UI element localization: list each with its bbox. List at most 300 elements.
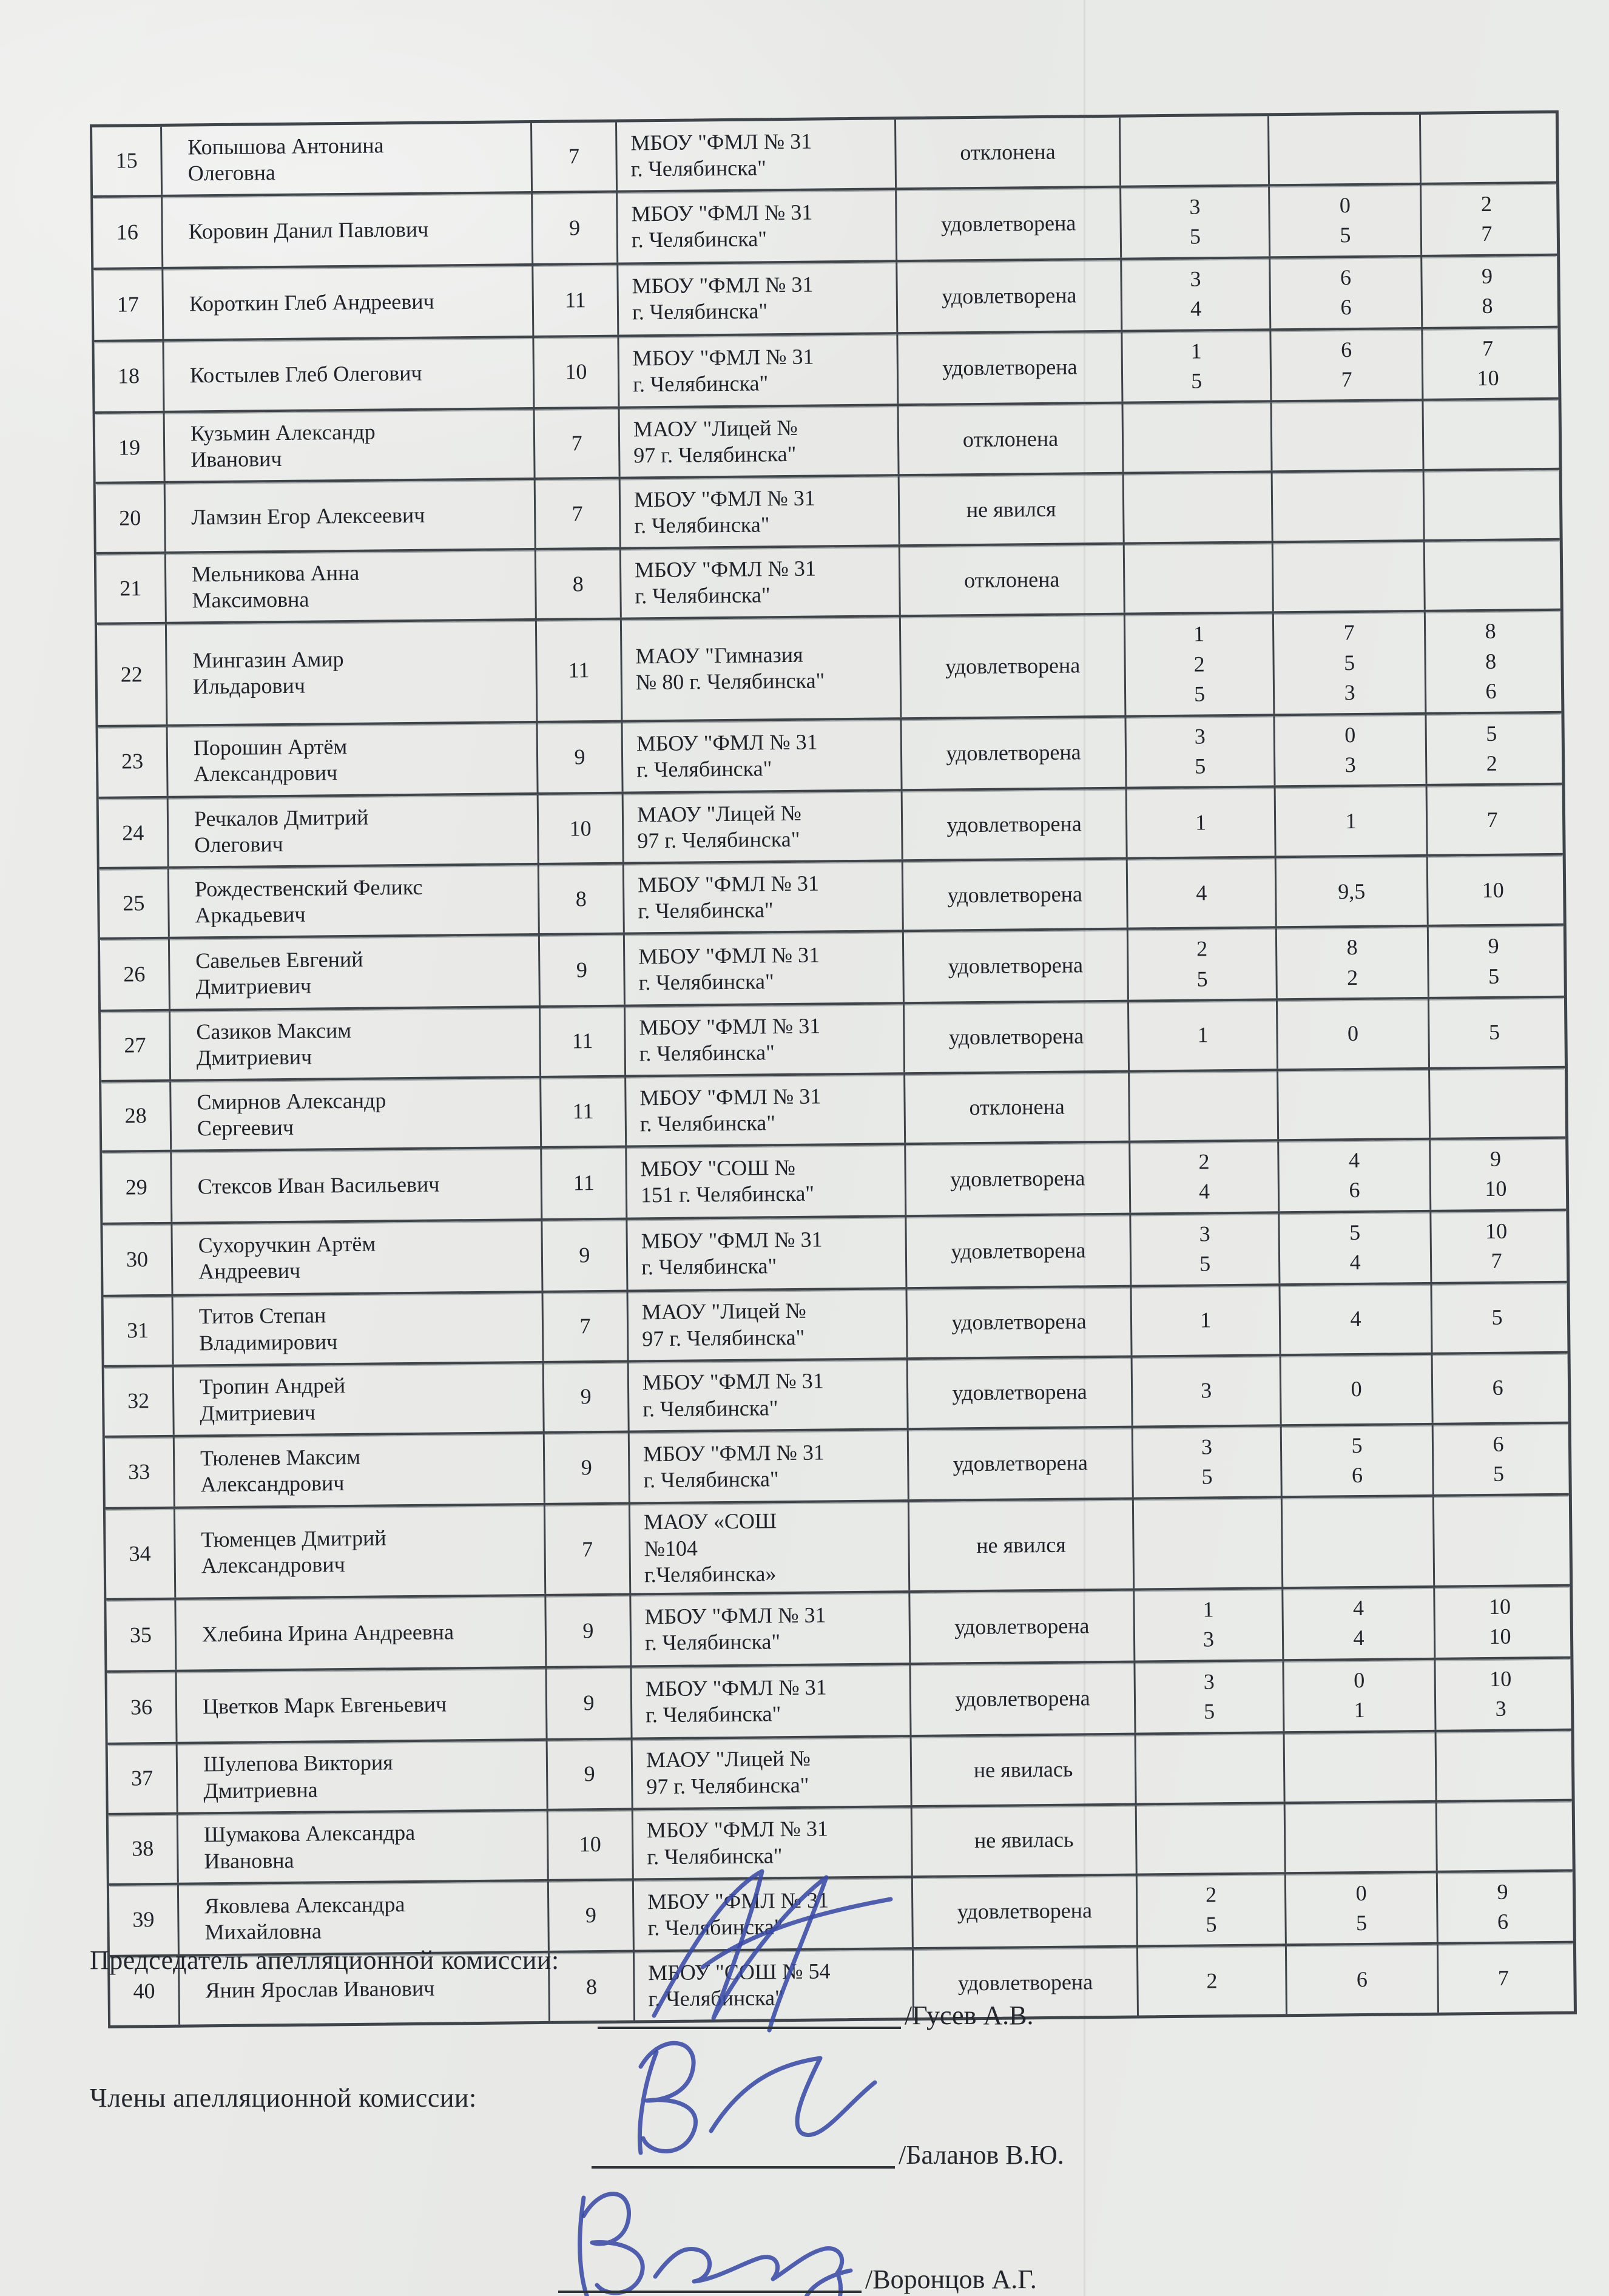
table-row — [105, 1423, 1569, 1510]
name-cell: Титов Степан Владимирович — [174, 1293, 544, 1365]
status-cell: не явился — [900, 474, 1125, 545]
row-number-cell: 36 — [107, 1672, 177, 1743]
score-value: 8 — [1346, 935, 1358, 960]
table-row — [101, 1069, 1565, 1153]
score1-cell — [1136, 1734, 1286, 1803]
status-cell: удовлетворена — [901, 615, 1127, 717]
school-cell: МБОУ "ФМЛ № 31 г. Челябинска" — [626, 1075, 906, 1145]
score2-cell — [1271, 329, 1423, 400]
score2-cell — [1277, 857, 1429, 926]
score-value: 5 — [1201, 1464, 1213, 1489]
grade-cell: 7 — [544, 1292, 629, 1360]
score3-cell — [1423, 400, 1553, 469]
score-value: 2 — [1196, 936, 1208, 961]
school-cell: МБОУ "СОШ № 54 г. Челябинска" — [635, 1950, 914, 2020]
score-value: 5 — [1349, 1220, 1361, 1245]
score-value: 5 — [1206, 1912, 1217, 1937]
score-value: 5 — [1199, 1251, 1211, 1276]
school-cell: МБОУ "ФМЛ № 31 г. Челябинска" — [622, 720, 902, 792]
score-value: 10 — [1485, 1177, 1507, 1201]
school-cell: МБОУ "ФМЛ № 31 г. Челябинска" — [631, 1593, 911, 1665]
score-value: 7 — [1486, 807, 1498, 832]
score-value: 9 — [1488, 934, 1499, 959]
score-value: 5 — [1486, 721, 1497, 746]
status-cell: удовлетворена — [913, 1876, 1138, 1947]
score-value: 10 — [1489, 1624, 1511, 1649]
score3-cell — [1426, 611, 1556, 712]
score1-cell — [1127, 788, 1277, 857]
grade-cell: 8 — [550, 1953, 635, 2021]
score-value: 0 — [1354, 1667, 1365, 1692]
score1-cell — [1138, 1874, 1287, 1945]
grade-cell: 9 — [540, 935, 626, 1005]
table-row — [104, 1283, 1568, 1367]
score-value: 4 — [1198, 1179, 1210, 1204]
score-value: 6 — [1497, 1909, 1509, 1934]
score2-cell — [1278, 1070, 1431, 1139]
name-cell: Тюленев Максим Александрович — [175, 1434, 545, 1507]
score1-cell — [1134, 1499, 1283, 1589]
score-value: 5 — [1355, 1910, 1368, 1936]
score-value: 9 — [1481, 263, 1493, 288]
name-cell: Мельникова Анна Максимовна — [166, 550, 537, 622]
score-value: 6 — [1340, 337, 1352, 362]
grade-cell: 9 — [533, 193, 618, 263]
score3-cell — [1426, 713, 1556, 784]
status-cell: отклонена — [905, 1073, 1130, 1143]
table-row — [100, 926, 1564, 1012]
score-value: 1 — [1345, 808, 1357, 833]
school-cell: МБОУ "ФМЛ № 31 г. Челябинска" — [632, 1665, 911, 1737]
score2-cell — [1281, 1354, 1434, 1423]
score3-cell — [1430, 1069, 1560, 1138]
name-cell: Цветков Марк Евгеньевич — [177, 1669, 547, 1742]
score3-cell — [1435, 1659, 1565, 1730]
row-number-cell: 25 — [100, 869, 170, 937]
score3-cell — [1429, 926, 1559, 997]
signature-name: /Воронцов А.Г. — [865, 2264, 1037, 2294]
score3-cell — [1421, 113, 1551, 183]
school-cell: МБОУ "ФМЛ № 31 г. Челябинска" — [624, 862, 904, 932]
name-cell: Ламзин Егор Алексеевич — [166, 480, 536, 552]
grade-cell: 10 — [548, 1810, 634, 1879]
score1-cell — [1121, 186, 1270, 257]
score1-cell — [1132, 1286, 1281, 1355]
grade-cell: 8 — [539, 865, 625, 933]
row-number-cell: 22 — [97, 624, 168, 724]
score-value: 3 — [1203, 1627, 1215, 1652]
score1-cell — [1133, 1427, 1283, 1497]
score3-cell — [1428, 856, 1558, 925]
score2-cell — [1275, 714, 1427, 785]
score-value: 2 — [1480, 191, 1493, 216]
score3-cell — [1435, 1587, 1565, 1658]
school-cell: МБОУ "ФМЛ № 31 г. Челябинска" — [619, 334, 899, 407]
score-value: 3 — [1199, 1221, 1210, 1246]
score1-cell — [1128, 859, 1277, 928]
score-value: 5 — [1493, 1461, 1505, 1486]
status-cell: отклонена — [899, 404, 1124, 474]
status-cell: удовлетворена — [898, 332, 1123, 403]
score-value: 9,5 — [1338, 879, 1366, 903]
score-value: 3 — [1344, 680, 1355, 705]
score-value: 1 — [1203, 1597, 1214, 1622]
score-value: 3 — [1203, 1669, 1215, 1694]
score-value: 10 — [1482, 877, 1504, 902]
score-value: 1 — [1195, 809, 1207, 835]
name-cell: Речкалов Дмитрий Олегович — [169, 795, 539, 866]
name-cell: Рождественский Феликс Аркадьевич — [169, 865, 540, 937]
score-value: 5 — [1190, 368, 1203, 393]
row-number-cell: 35 — [106, 1600, 177, 1670]
row-number-cell: 27 — [101, 1011, 171, 1080]
signature-name: /Гусев А.В. — [905, 2001, 1034, 2030]
table-row — [107, 1658, 1571, 1744]
name-cell: Мингазин Амир Ильдарович — [167, 621, 538, 724]
table-row — [94, 328, 1558, 414]
school-cell: МАОУ "Лицей № 97 г. Челябинска" — [620, 407, 900, 477]
name-cell: Тюменцев Дмитрий Александрович — [175, 1505, 546, 1597]
grade-cell: 7 — [536, 479, 621, 548]
table-row — [96, 541, 1560, 625]
table-row — [93, 184, 1557, 270]
table-row — [104, 1353, 1568, 1437]
score1-cell — [1133, 1356, 1282, 1425]
table-row — [97, 611, 1562, 727]
score1-cell — [1128, 929, 1278, 1000]
score3-cell — [1429, 998, 1559, 1067]
score-value: 6 — [1351, 1462, 1363, 1488]
score2-cell — [1287, 1945, 1439, 2014]
grade-cell: 11 — [541, 1007, 626, 1076]
name-cell: Костылев Глеб Олегович — [164, 338, 535, 411]
score-value: 8 — [1485, 619, 1496, 644]
name-cell: Янин Ярослав Иванович — [180, 1953, 550, 2025]
score2-cell — [1285, 1732, 1437, 1801]
score3-cell — [1439, 1943, 1568, 2013]
score3-cell — [1422, 256, 1552, 327]
score-value: 5 — [1488, 964, 1500, 988]
score3-cell — [1428, 785, 1557, 854]
score-value: 9 — [1489, 1146, 1502, 1172]
school-cell: МБОУ "ФМЛ № 31 г. Челябинска" — [618, 262, 898, 334]
score-value: 0 — [1351, 1376, 1362, 1402]
grade-cell: 11 — [533, 265, 619, 335]
row-number-cell: 15 — [92, 127, 163, 195]
school-cell: МАОУ "Гимназия № 80 г. Челябинска" — [622, 618, 902, 720]
score1-cell — [1137, 1804, 1286, 1873]
school-cell: МБОУ "ФМЛ № 31 г. Челябинска" — [633, 1808, 913, 1878]
row-number-cell: 24 — [99, 799, 169, 867]
score-value: 4 — [1349, 1250, 1361, 1275]
name-cell: Савельев Евгений Дмитриевич — [170, 936, 541, 1009]
row-number-cell: 16 — [93, 197, 163, 268]
table-row — [102, 1139, 1566, 1225]
score2-cell — [1286, 1802, 1438, 1871]
score-value: 7 — [1482, 336, 1494, 360]
score1-cell — [1124, 403, 1273, 472]
signature-name: /Баланов В.Ю. — [899, 2140, 1064, 2170]
name-cell: Кузьмин Александр Иванович — [165, 410, 536, 481]
score-value: 4 — [1352, 1595, 1364, 1621]
grade-cell: 7 — [532, 123, 618, 191]
name-cell: Стексов Иван Васильевич — [172, 1149, 542, 1222]
score2-cell — [1276, 786, 1428, 856]
score1-cell — [1131, 1214, 1280, 1285]
school-cell: МБОУ "ФМЛ № 31 г. Челябинска" — [618, 190, 897, 262]
score-value: 6 — [1356, 1967, 1368, 1991]
grade-cell: 9 — [549, 1880, 635, 1951]
row-number-cell: 38 — [109, 1814, 179, 1883]
score-value: 2 — [1346, 965, 1358, 990]
score-value: 1 — [1354, 1698, 1365, 1723]
score1-cell — [1122, 258, 1271, 329]
score2-cell — [1273, 471, 1425, 541]
name-cell: Коровин Данил Павлович — [163, 194, 533, 267]
score-value: 9 — [1497, 1879, 1508, 1904]
score-value: 5 — [1189, 224, 1201, 249]
school-cell: МБОУ "ФМЛ № 31 г. Челябинска" — [629, 1360, 909, 1430]
score2-cell — [1277, 927, 1429, 998]
row-number-cell: 40 — [110, 1957, 180, 2025]
grade-cell: 9 — [538, 722, 624, 792]
row-number-cell: 29 — [102, 1152, 172, 1223]
status-cell: удовлетворена — [910, 1591, 1135, 1663]
score-value: 3 — [1344, 752, 1356, 777]
signature-row — [558, 2266, 1037, 2293]
name-cell: Шумакова Александра Ивановна — [178, 1811, 549, 1882]
grade-cell: 9 — [544, 1362, 630, 1431]
status-cell: удовлетворена — [907, 1287, 1132, 1357]
score3-cell — [1431, 1139, 1560, 1210]
row-number-cell: 32 — [104, 1366, 175, 1435]
status-cell: удовлетворена — [897, 260, 1122, 331]
row-number-cell: 33 — [105, 1437, 175, 1507]
grade-cell: 10 — [534, 337, 619, 407]
status-cell: удовлетворена — [903, 860, 1128, 930]
school-cell: МБОУ "ФМЛ № 31 г. Челябинска" — [625, 932, 905, 1004]
score-value: 1 — [1190, 338, 1202, 363]
score-value: 8 — [1482, 293, 1493, 319]
score2-cell — [1284, 1660, 1436, 1731]
score-value: 0 — [1344, 722, 1356, 747]
row-number-cell: 20 — [96, 484, 166, 552]
score1-cell — [1138, 1947, 1287, 2016]
score2-cell — [1269, 115, 1422, 184]
score-value: 0 — [1355, 1880, 1367, 1905]
score-value: 5 — [1193, 681, 1206, 706]
score-value: 7 — [1341, 367, 1352, 392]
table-row — [101, 998, 1565, 1082]
score-value: 1 — [1197, 1022, 1209, 1047]
score-value: 1 — [1199, 1308, 1212, 1332]
score-value: 2 — [1193, 652, 1205, 677]
signature-line — [598, 2027, 901, 2029]
score1-cell — [1130, 1071, 1279, 1140]
score2-cell — [1279, 1140, 1431, 1211]
signature-row — [592, 2142, 1064, 2169]
score-value: 6 — [1493, 1431, 1504, 1456]
grade-cell: 9 — [547, 1667, 632, 1738]
score-value: 5 — [1340, 223, 1351, 248]
grade-cell: 9 — [542, 1220, 628, 1290]
table-row — [95, 400, 1559, 484]
score2-cell — [1280, 1212, 1432, 1283]
row-number-cell: 37 — [108, 1744, 178, 1812]
score3-cell — [1425, 470, 1554, 539]
status-cell: отклонена — [900, 545, 1125, 615]
name-cell: Порошин Артём Александрович — [168, 723, 539, 796]
score1-cell — [1121, 116, 1270, 185]
status-cell: не явился — [909, 1500, 1135, 1590]
name-cell: Смирнов Александр Сергеевич — [171, 1078, 542, 1150]
grade-cell: 9 — [545, 1433, 630, 1503]
table-row — [100, 856, 1563, 940]
school-cell: МБОУ "ФМЛ № 31 г. Челябинска" — [626, 1004, 905, 1075]
score-value: 7 — [1343, 620, 1355, 645]
grade-cell: 7 — [545, 1505, 631, 1594]
score-value: 6 — [1340, 265, 1352, 290]
score2-cell — [1272, 401, 1424, 470]
name-cell: Хлебина Ирина Андреевна — [176, 1596, 547, 1670]
school-cell: МБОУ "ФМЛ № 31 г. Челябинска" — [621, 547, 901, 618]
status-cell: удовлетворена — [906, 1143, 1131, 1215]
chair-label: Председатель апелляционной комиссии: — [90, 1945, 559, 1975]
score-value: 10 — [1485, 1218, 1508, 1243]
row-number-cell: 28 — [101, 1082, 172, 1150]
name-cell: Яковлева Александра Михайловна — [179, 1881, 550, 1954]
score-value: 10 — [1488, 1594, 1511, 1619]
signature-line — [592, 2166, 895, 2169]
score-value: 10 — [1489, 1666, 1512, 1691]
score2-cell — [1282, 1425, 1434, 1496]
score1-cell — [1124, 473, 1273, 542]
school-cell: МБОУ "ФМЛ № 31 г. Челябинска" — [621, 477, 900, 547]
table-row — [92, 113, 1556, 198]
school-cell: МБОУ "СОШ № 151 г. Челябинска" — [627, 1145, 906, 1217]
school-cell: МБОУ "ФМЛ № 31 г. Челябинска" — [634, 1878, 914, 1950]
name-cell: Короткин Глеб Андреевич — [163, 266, 534, 339]
score-value: 5 — [1491, 1305, 1503, 1329]
grade-cell: 11 — [542, 1148, 627, 1218]
score3-cell — [1423, 328, 1553, 399]
score-value: 3 — [1189, 194, 1201, 219]
score-value: 2 — [1205, 1882, 1217, 1907]
row-number-cell: 31 — [104, 1296, 174, 1365]
row-number-cell: 30 — [103, 1224, 173, 1295]
score3-cell — [1434, 1496, 1564, 1585]
score-value: 6 — [1349, 1178, 1360, 1203]
status-cell: удовлетворена — [903, 789, 1128, 860]
signature-row — [598, 2002, 1033, 2029]
score-value: 6 — [1485, 678, 1497, 704]
score3-cell — [1432, 1283, 1562, 1352]
score-value: 6 — [1340, 295, 1352, 320]
score3-cell — [1422, 184, 1551, 255]
score-value: 4 — [1196, 880, 1207, 905]
score-value: 2 — [1198, 1149, 1210, 1174]
status-cell: удовлетворена — [902, 717, 1127, 789]
score2-cell — [1283, 1588, 1435, 1659]
score-value: 4 — [1350, 1306, 1361, 1331]
status-cell: удовлетворена — [908, 1357, 1133, 1428]
score2-cell — [1283, 1497, 1435, 1587]
status-cell: удовлетворена — [897, 188, 1122, 260]
appeals-table-wrap — [90, 110, 1571, 2028]
score1-cell — [1126, 716, 1275, 787]
grade-cell: 8 — [536, 550, 622, 618]
row-number-cell: 21 — [96, 554, 167, 623]
score2-cell — [1286, 1872, 1439, 1943]
score-value: 2 — [1486, 751, 1497, 775]
grade-cell: 7 — [535, 409, 621, 478]
score-value: 1 — [1193, 621, 1205, 646]
table-row — [98, 713, 1562, 799]
table-row — [93, 256, 1557, 342]
grade-cell: 10 — [539, 794, 624, 863]
school-cell: МАОУ "Лицей № 97 г. Челябинска" — [624, 791, 903, 862]
row-number-cell: 34 — [106, 1509, 176, 1598]
score-value: 3 — [1201, 1434, 1213, 1459]
table-row — [103, 1211, 1567, 1297]
score-value: 3 — [1200, 1378, 1212, 1403]
status-cell: удовлетворена — [905, 1002, 1130, 1073]
status-cell: удовлетворена — [904, 930, 1129, 1002]
status-cell: удовлетворена — [911, 1663, 1136, 1734]
score3-cell — [1437, 1730, 1567, 1800]
status-cell: удовлетворена — [914, 1948, 1139, 2018]
score1-cell — [1135, 1661, 1284, 1732]
score2-cell — [1280, 1284, 1432, 1353]
status-cell: не явилась — [912, 1735, 1137, 1805]
score2-cell — [1270, 257, 1423, 328]
name-cell: Шулепова Виктория Дмитриевна — [178, 1740, 548, 1812]
score2-cell — [1278, 999, 1430, 1069]
score3-cell — [1433, 1353, 1563, 1422]
score3-cell — [1437, 1801, 1567, 1870]
table-row — [106, 1587, 1570, 1673]
score-value: 7 — [1497, 1965, 1509, 1990]
score-value: 3 — [1190, 266, 1201, 291]
score1-cell — [1129, 1001, 1278, 1070]
appeals-table — [90, 110, 1577, 2028]
row-number-cell: 18 — [94, 341, 164, 411]
school-cell: МАОУ "Лицей № 97 г. Челябинска" — [633, 1737, 912, 1808]
score-value: 4 — [1190, 296, 1202, 321]
score2-cell — [1270, 185, 1422, 256]
score-value: 8 — [1485, 649, 1497, 674]
score3-cell — [1431, 1211, 1561, 1282]
row-number-cell: 26 — [100, 939, 170, 1010]
status-cell: удовлетворена — [909, 1428, 1134, 1499]
school-cell: МБОУ "ФМЛ № 31 г. Челябинска" — [617, 120, 897, 190]
score-value: 7 — [1491, 1248, 1502, 1274]
score-value: 7 — [1481, 221, 1493, 246]
status-cell: не явилась — [912, 1805, 1138, 1876]
score-value: 5 — [1204, 1699, 1215, 1724]
name-cell: Тропин Андрей Дмитриевич — [174, 1363, 545, 1435]
score1-cell — [1125, 614, 1275, 715]
score1-cell — [1135, 1589, 1284, 1660]
grade-cell: 9 — [548, 1740, 633, 1808]
school-cell: МБОУ "ФМЛ № 31 г. Челябинска" — [627, 1217, 907, 1289]
grade-cell: 11 — [537, 620, 623, 721]
score-value: 5 — [1195, 754, 1206, 778]
score3-cell — [1434, 1423, 1563, 1494]
score-value: 4 — [1353, 1626, 1364, 1650]
table-row — [99, 785, 1563, 869]
status-cell: отклонена — [896, 118, 1121, 188]
